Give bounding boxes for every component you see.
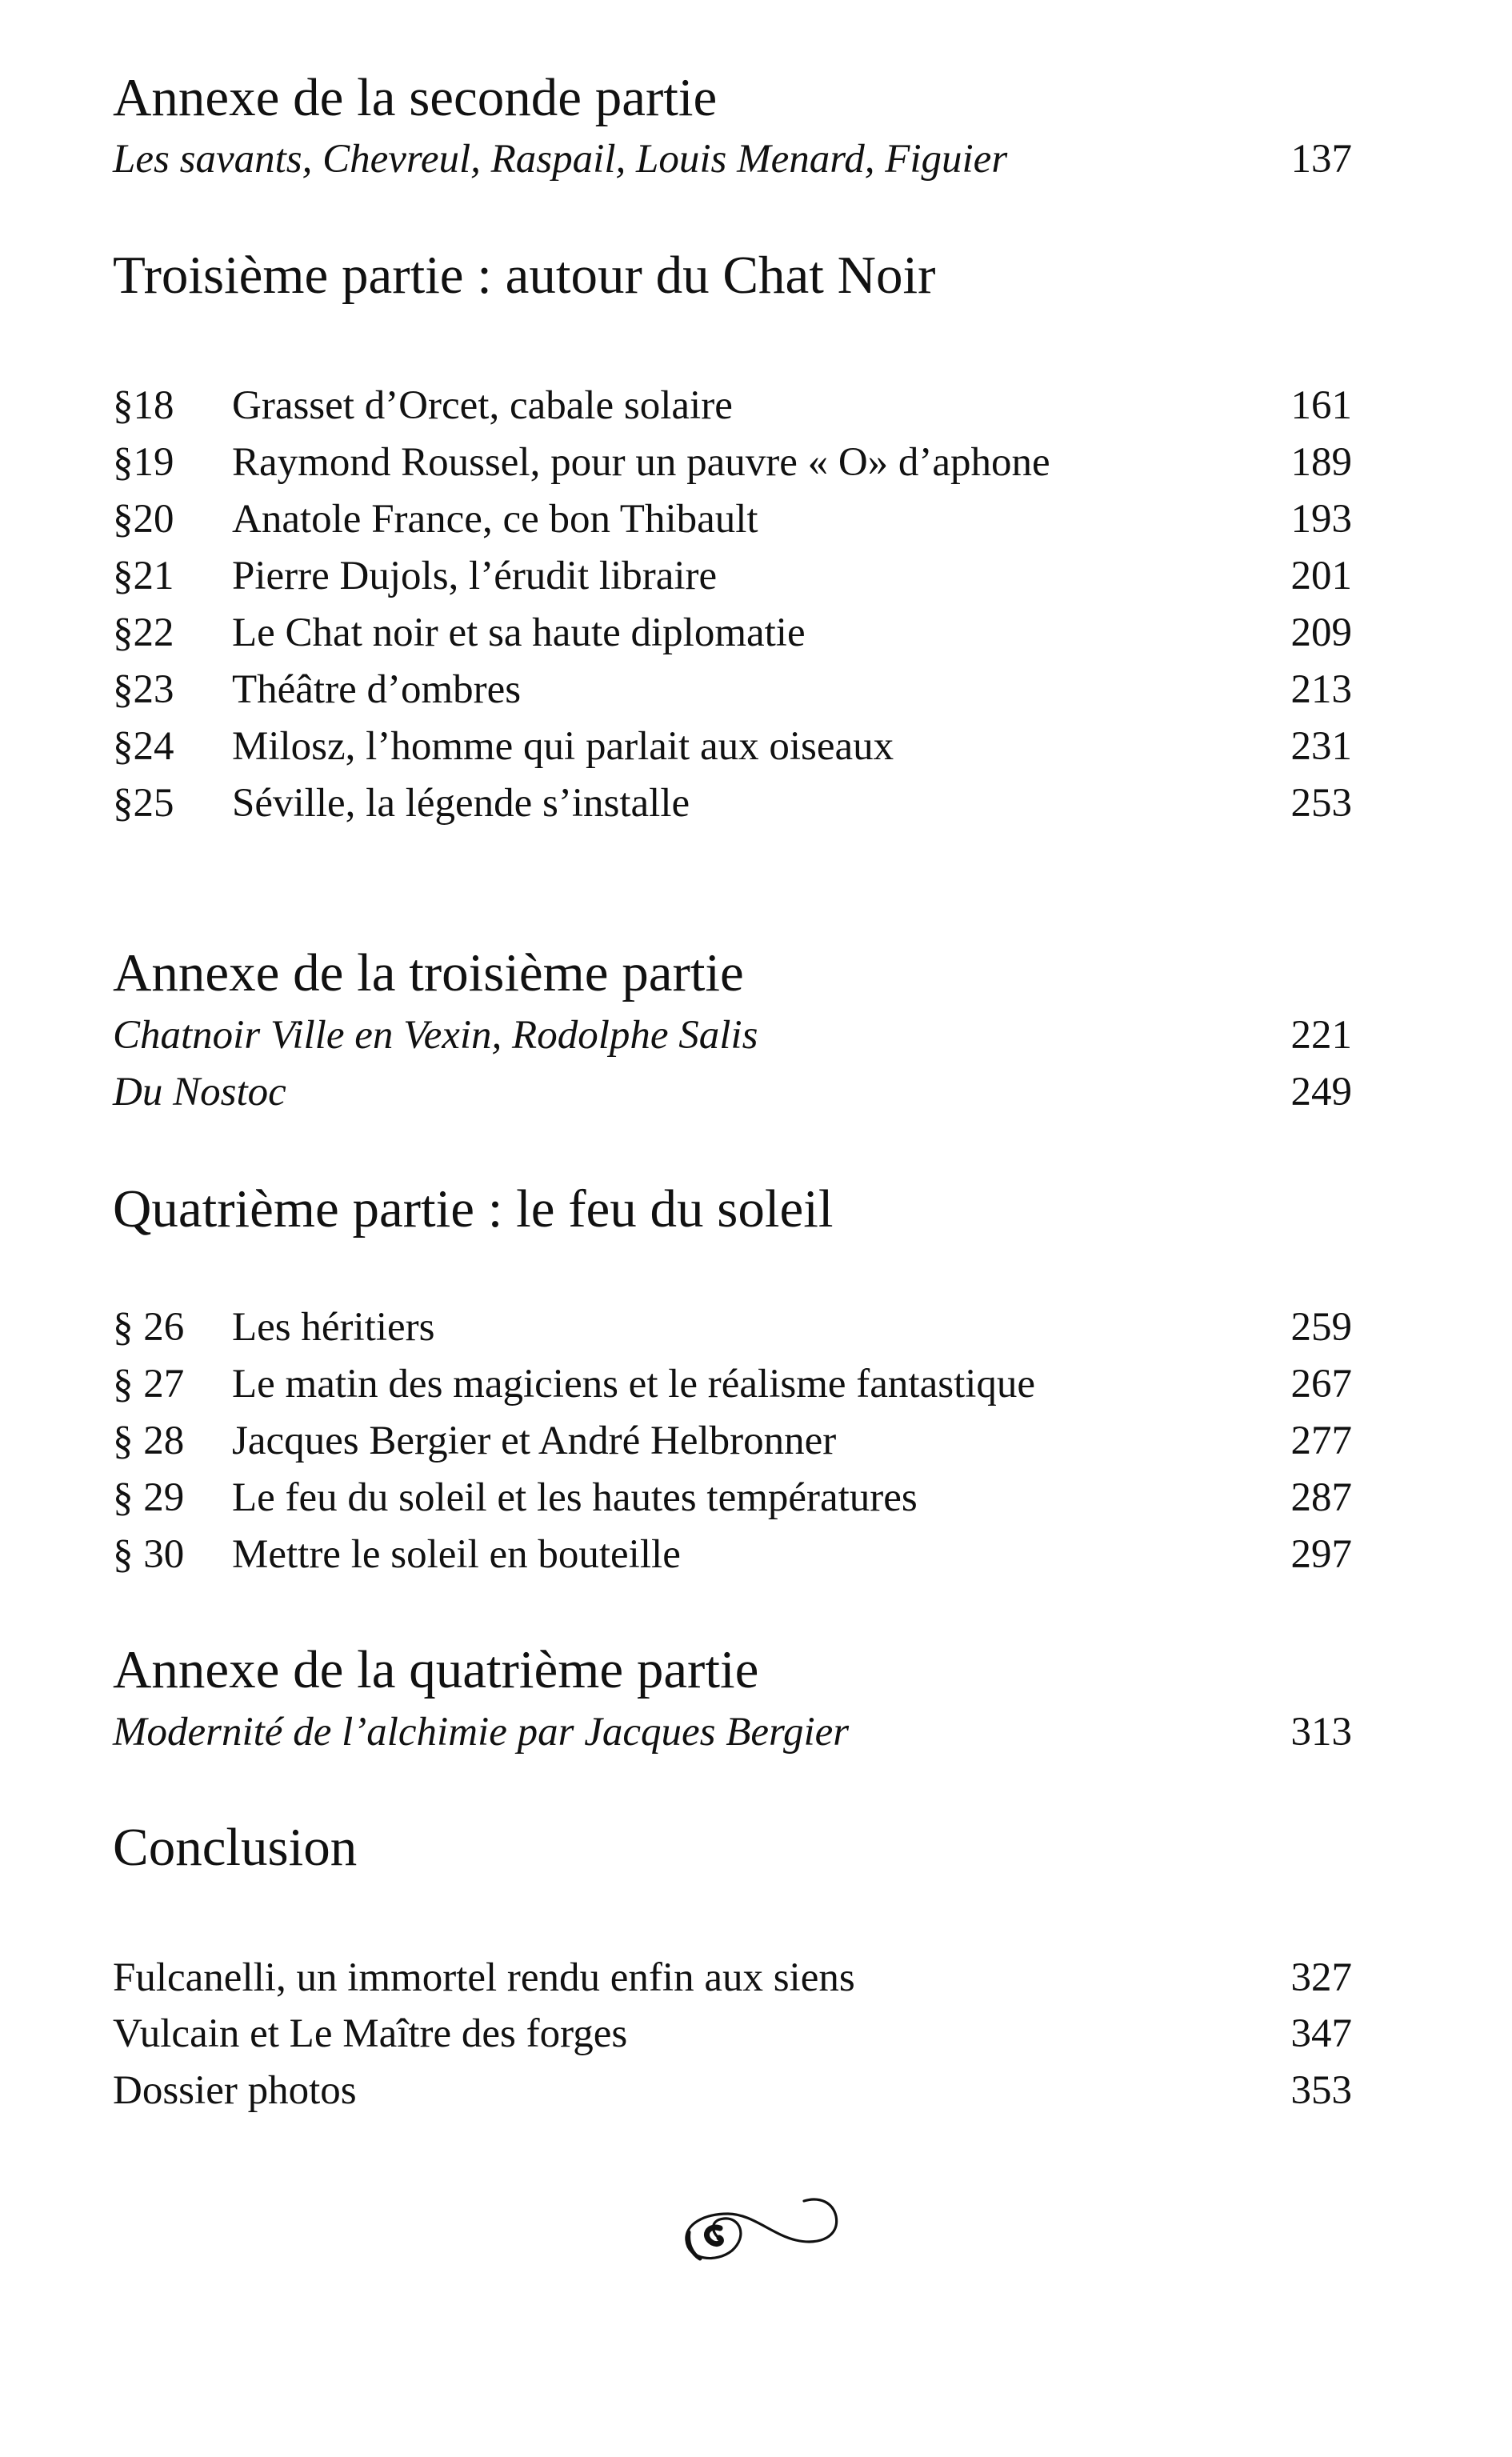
page-number: 137 <box>1290 137 1352 182</box>
chapter-number: § 30 <box>113 1532 185 1577</box>
entry-title: Les héritiers <box>232 1305 435 1350</box>
page-number: 213 <box>1290 667 1352 712</box>
toc-entry[interactable] <box>113 442 1352 483</box>
entry-title: Mettre le soleil en bouteille <box>232 1532 681 1577</box>
entry-title: Les savants, Chevreul, Raspail, Louis Menard, Figuier <box>113 137 1008 182</box>
toc-entry[interactable] <box>113 383 1352 428</box>
entry-title: Milosz, l’homme qui parlait aux oiseaux <box>232 724 894 769</box>
toc-entry[interactable] <box>113 2011 1352 2056</box>
entry-title: Jacques Bergier et André Helbronner <box>232 1419 837 1463</box>
page-number: 249 <box>1290 1070 1352 1114</box>
page-number: 287 <box>1290 1475 1352 1520</box>
swirl-flourish-icon <box>684 2196 848 2280</box>
entry-title: Dossier photos <box>113 2068 357 2113</box>
entry-title: Séville, la légende s’installe <box>232 781 690 826</box>
toc-entry[interactable] <box>113 783 1352 824</box>
entry-title: Anatole France, ce bon Thibault <box>232 497 758 542</box>
page-number: 231 <box>1290 724 1352 769</box>
page-number: 297 <box>1290 1532 1352 1577</box>
entry-title: Raymond Roussel, pour un pauvre « O» d’aphone <box>232 440 1050 485</box>
page-number: 221 <box>1290 1013 1352 1058</box>
toc-entry[interactable] <box>113 1015 1352 1056</box>
toc-entry[interactable] <box>113 1307 1352 1348</box>
entry-title: Grasset d’Orcet, cabale solaire <box>232 383 733 428</box>
toc-entry[interactable] <box>113 1532 1352 1577</box>
chapter-number: §18 <box>113 383 174 428</box>
page-number: 209 <box>1290 610 1352 655</box>
chapter-number: § 28 <box>113 1419 185 1463</box>
toc-entry[interactable] <box>113 139 1352 180</box>
toc-entry[interactable] <box>113 1712 1352 1753</box>
section-heading-annex-3: Annexe de la troisième partie <box>113 943 744 1002</box>
entry-title: Le matin des magiciens et le réalisme fantastique <box>232 1362 1036 1407</box>
chapter-number: § 29 <box>113 1475 185 1520</box>
section-heading-part-4: Quatrième partie : le feu du soleil <box>113 1179 834 1239</box>
chapter-number: §21 <box>113 554 174 598</box>
page-number: 277 <box>1290 1419 1352 1463</box>
entry-title: Vulcain et Le Maître des forges <box>113 2011 628 2056</box>
page-number: 193 <box>1290 497 1352 542</box>
entry-title: Pierre Dujols, l’érudit libraire <box>232 554 718 598</box>
page-number: 313 <box>1290 1710 1352 1755</box>
section-heading-part-3: Troisième partie : autour du Chat Noir <box>113 246 936 305</box>
page-number: 267 <box>1290 1362 1352 1407</box>
toc-entry[interactable] <box>113 1364 1352 1405</box>
section-heading-conclusion: Conclusion <box>113 1818 358 1877</box>
chapter-number: §20 <box>113 497 174 542</box>
section-heading-annex-2: Annexe de la seconde partie <box>113 68 718 127</box>
page-number: 161 <box>1290 383 1352 428</box>
page-number: 259 <box>1290 1305 1352 1350</box>
section-heading-annex-4: Annexe de la quatrième partie <box>113 1640 759 1699</box>
entry-title: Du Nostoc <box>113 1070 286 1114</box>
entry-title: Théâtre d’ombres <box>232 667 522 712</box>
chapter-number: §22 <box>113 610 174 655</box>
toc-entry[interactable] <box>113 610 1352 655</box>
chapter-number: §25 <box>113 781 174 826</box>
entry-title: Fulcanelli, un immortel rendu enfin aux siens <box>113 1955 855 2000</box>
toc-entry[interactable] <box>113 667 1352 712</box>
entry-title: Le Chat noir et sa haute diplomatie <box>232 610 806 655</box>
toc-entry[interactable] <box>113 2068 1352 2113</box>
page-number: 201 <box>1290 554 1352 598</box>
entry-title: Modernité de l’alchimie par Jacques Bergier <box>113 1710 850 1755</box>
toc-entry[interactable] <box>113 1421 1352 1462</box>
chapter-number: § 27 <box>113 1362 185 1407</box>
toc-entry[interactable] <box>113 1475 1352 1520</box>
toc-entry[interactable] <box>113 726 1352 767</box>
toc-entry[interactable] <box>113 499 1352 540</box>
page-number: 347 <box>1290 2011 1352 2056</box>
chapter-number: §24 <box>113 724 174 769</box>
toc-entry[interactable] <box>113 1072 1352 1113</box>
toc-entry[interactable] <box>113 1955 1352 2000</box>
chapter-number: §23 <box>113 667 174 712</box>
entry-title: Le feu du soleil et les hautes températures <box>232 1475 918 1520</box>
entry-title: Chatnoir Ville en Vexin, Rodolphe Salis <box>113 1013 758 1058</box>
page-number: 353 <box>1290 2068 1352 2113</box>
page-number: 253 <box>1290 781 1352 826</box>
chapter-number: §19 <box>113 440 174 485</box>
chapter-number: § 26 <box>113 1305 185 1350</box>
page-number: 327 <box>1290 1955 1352 2000</box>
page-number: 189 <box>1290 440 1352 485</box>
toc-entry[interactable] <box>113 556 1352 597</box>
